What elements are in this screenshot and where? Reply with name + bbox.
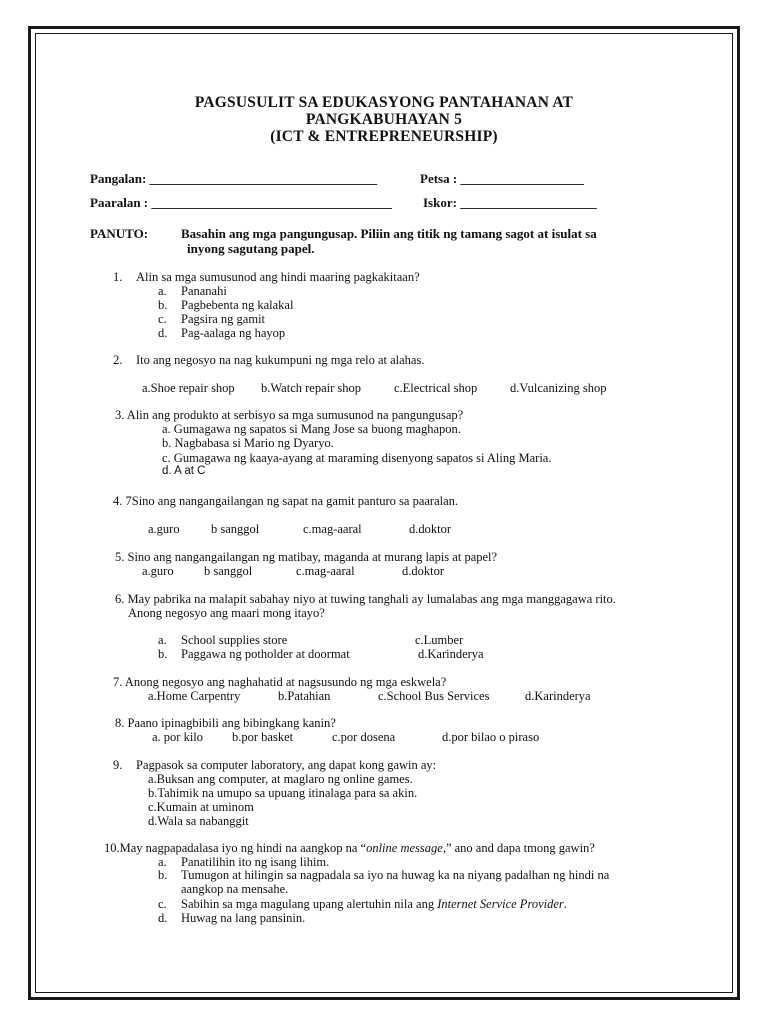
q8-option: b.por basket: [232, 730, 294, 744]
q6-option-letter: b.: [158, 647, 168, 661]
q1-option-text: Pananahi: [181, 284, 227, 298]
q4-option: b sanggol: [211, 522, 260, 536]
q4-option: c.mag-aaral: [303, 522, 362, 536]
instructions-label: PANUTO:: [90, 226, 149, 241]
q4-option: d.doktor: [409, 522, 452, 536]
q3-question: 3. Alin ang produkto at serbisyo sa mga sumusunod na pangungusap?: [115, 408, 464, 422]
q4-option: a.guro: [148, 522, 180, 536]
q1-option-letter: a.: [158, 284, 167, 298]
exam-title-line3: (ICT & ENTREPRENEURSHIP): [270, 128, 498, 145]
q1-option-text: Pag-aalaga ng hayop: [181, 326, 286, 340]
q9-option: d.Wala sa nabanggit: [148, 814, 249, 828]
q5-option: d.doktor: [402, 564, 445, 578]
q7-question: 7. Anong negosyo ang naghahatid at nagsusundo ng mga eskwela?: [113, 675, 447, 689]
q7-option: d.Karinderya: [525, 689, 591, 703]
q10-option-end: .: [563, 897, 567, 911]
q4-question: 4. 7Sino ang nangangailangan ng sapat na gamit panturo sa paaralan.: [113, 494, 459, 508]
instructions-line2: inyong sagutang papel.: [187, 241, 315, 256]
q1-option-text: Pagbebenta ng kalakal: [181, 298, 294, 312]
q9-option: b.Tahimik na umupo sa upuang itinalaga para sa akin.: [148, 786, 418, 800]
q10-option-c: [181, 897, 567, 912]
q1-option-letter: b.: [158, 298, 168, 312]
q10-question-italic: online message: [366, 841, 443, 855]
q5-option: b sanggol: [204, 564, 253, 578]
q9-number: 9.: [113, 758, 123, 772]
q10-option-letter: b.: [158, 868, 168, 882]
q8-question: 8. Paano ipinagbibili ang bibingkang kanin?: [115, 716, 336, 730]
q3-option: d. A at C: [162, 465, 206, 477]
q10-option-text: aangkop na mensahe.: [181, 882, 289, 896]
q10-option-text: Tumugon at hilingin sa nagpadala sa iyo na huwag ka na niyang padalhan ng hindi na: [181, 868, 610, 882]
q7-option: c.School Bus Services: [378, 689, 490, 703]
q2-question: Ito ang negosyo na nag kukumpuni ng mga relo at alahas.: [136, 353, 425, 367]
school-field: Paaralan : _____________________________________: [90, 195, 392, 210]
q1-option-letter: c.: [158, 312, 167, 326]
q6-option-text: School supplies store: [181, 633, 288, 647]
exam-title-line2: PANGKABUHAYAN 5: [305, 111, 463, 128]
q6-option-text: d.Karinderya: [418, 647, 484, 661]
q7-option: a.Home Carpentry: [148, 689, 241, 703]
q5-option: c.mag-aaral: [296, 564, 355, 578]
q10-option-text: Sabihin sa mga magulang upang alertuhin nila ang: [181, 897, 438, 911]
q10-option-letter: d.: [158, 911, 168, 925]
q6-option-text: Paggawa ng potholder at doormat: [181, 647, 350, 661]
q3-option: c. Gumagawa ng kaaya-ayang at maraming disenyong sapatos si Aling Maria.: [162, 451, 552, 465]
q1-number: 1.: [113, 270, 123, 284]
q6-question-line1: 6. May pabrika na malapit sabahay niyo at tuwing tanghali ay lumalabas ang mga manggagawa rito.: [115, 592, 616, 606]
q5-option: a.guro: [142, 564, 174, 578]
instructions-line1: Basahin ang mga pangungusap. Piliin ang titik ng tamang sagot at isulat sa: [181, 226, 597, 241]
q10-question-end: ,” ano and dapa tmong gawin?: [442, 841, 595, 855]
q2-option: d.Vulcanizing shop: [510, 381, 607, 395]
q2-option: a.Shoe repair shop: [142, 381, 235, 395]
q10-option-letter: a.: [158, 855, 167, 869]
date-field: Petsa : ___________________: [420, 171, 584, 186]
q1-question: Alin sa mga sumusunod ang hindi maaring pagkakitaan?: [136, 270, 420, 284]
q10-option-italic: Internet Service Provider: [437, 897, 564, 911]
name-field: Pangalan: ___________________________________: [90, 171, 378, 186]
q9-question: Pagpasok sa computer laboratory, ang dapat kong gawin ay:: [136, 758, 437, 772]
q10-option-text: Huwag na lang pansinin.: [181, 911, 306, 925]
q10-option-text: Panatilihin ito ng isang lihim.: [181, 855, 330, 869]
exam-title-line1: PAGSUSULIT SA EDUKASYONG PANTAHANAN AT: [194, 94, 574, 111]
q2-option: c.Electrical shop: [394, 381, 478, 395]
q2-option: b.Watch repair shop: [261, 381, 361, 395]
q10-question-text: 10.May nagpapadalasa iyo ng hindi na aangkop na “: [104, 841, 367, 855]
q8-option: a. por kilo: [152, 730, 204, 744]
score-field: Iskor: _____________________: [423, 195, 597, 210]
q6-question-line2: Anong negosyo ang maari mong itayo?: [128, 606, 325, 620]
q3-option: b. Nagbabasa si Mario ng Dyaryo.: [162, 436, 334, 450]
q7-option: b.Patahian: [278, 689, 331, 703]
q9-option: a.Buksan ang computer, at maglaro ng online games.: [148, 772, 413, 786]
q10-question: [104, 841, 595, 856]
q6-option-text: c.Lumber: [415, 633, 464, 647]
q1-option-text: Pagsira ng gamit: [181, 312, 266, 326]
q3-option: a. Gumagawa ng sapatos si Mang Jose sa buong maghapon.: [162, 422, 461, 436]
q8-option: c.por dosena: [332, 730, 396, 744]
q8-option: d.por bilao o piraso: [442, 730, 540, 744]
q10-option-letter: c.: [158, 897, 167, 911]
q9-option: c.Kumain at uminom: [148, 800, 254, 814]
q1-option-letter: d.: [158, 326, 168, 340]
q6-option-letter: a.: [158, 633, 167, 647]
q2-number: 2.: [113, 353, 123, 367]
q5-question: 5. Sino ang nangangailangan ng matibay, maganda at murang lapis at papel?: [115, 550, 498, 564]
